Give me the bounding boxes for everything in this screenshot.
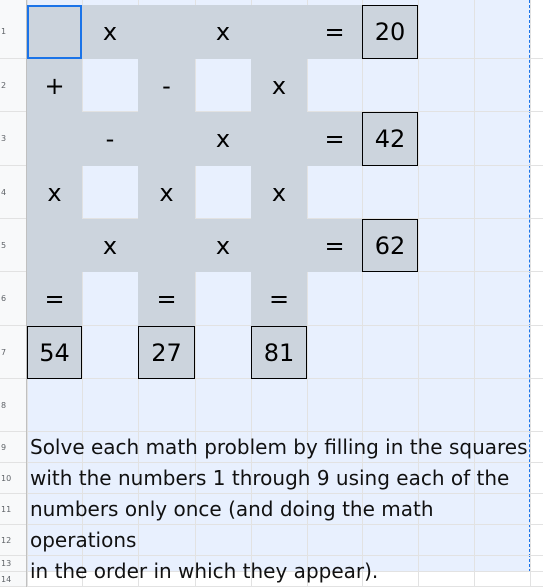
answer-cell[interactable] — [138, 219, 195, 272]
answer-cell[interactable] — [251, 5, 307, 59]
instruction-line: numbers only once (and doing the math operations — [30, 497, 434, 552]
operator-cell[interactable]: = — [307, 219, 362, 272]
result-cell[interactable]: 81 — [251, 326, 307, 379]
result-cell[interactable]: 20 — [362, 5, 418, 59]
operator-cell[interactable]: x — [27, 166, 82, 219]
row-number[interactable]: 3 — [0, 112, 26, 166]
row-number[interactable]: 8 — [0, 379, 26, 432]
row-number[interactable]: 5 — [0, 219, 26, 272]
operator-cell[interactable]: x — [82, 219, 138, 272]
operator-cell[interactable]: x — [251, 166, 307, 219]
answer-cell[interactable] — [138, 112, 195, 166]
operator-cell[interactable]: - — [138, 59, 195, 112]
operator-cell[interactable]: x — [138, 166, 195, 219]
operator-cell[interactable]: x — [195, 219, 251, 272]
operator-cell[interactable]: x — [251, 59, 307, 112]
instruction-line: in the order in which they appear). — [30, 559, 379, 583]
instruction-line: Solve each math problem by filling in the squares — [30, 435, 528, 459]
answer-cell[interactable] — [251, 219, 307, 272]
row-header — [0, 0, 27, 587]
answer-cell[interactable] — [251, 112, 307, 166]
instruction-line: with the numbers 1 through 9 using each of the — [30, 466, 510, 490]
row-number[interactable]: 9 — [0, 432, 26, 463]
operator-cell[interactable]: = — [251, 272, 307, 326]
operator-cell[interactable]: = — [27, 272, 82, 326]
row-number[interactable]: 2 — [0, 59, 26, 112]
row-number[interactable]: 14 — [0, 572, 26, 587]
operator-cell[interactable]: = — [138, 272, 195, 326]
result-cell[interactable]: 54 — [27, 326, 82, 379]
answer-cell[interactable] — [27, 5, 82, 59]
row-number[interactable]: 6 — [0, 272, 26, 326]
row-number[interactable]: 7 — [0, 326, 26, 379]
operator-cell[interactable]: x — [82, 5, 138, 59]
row-number[interactable]: 10 — [0, 463, 26, 494]
result-cell[interactable]: 62 — [362, 219, 418, 272]
operator-cell[interactable]: = — [307, 112, 362, 166]
instructions — [30, 432, 530, 587]
row-number[interactable]: 11 — [0, 494, 26, 525]
operator-cell[interactable]: - — [82, 112, 138, 166]
row-number[interactable]: 4 — [0, 166, 26, 219]
operator-cell[interactable]: + — [27, 59, 82, 112]
row-number[interactable]: 1 — [0, 5, 26, 59]
row-number[interactable]: 13 — [0, 556, 26, 572]
operator-cell[interactable]: x — [195, 5, 251, 59]
result-cell[interactable]: 27 — [138, 326, 195, 379]
answer-cell[interactable] — [27, 112, 82, 166]
operator-cell[interactable]: x — [195, 112, 251, 166]
row-number[interactable]: 12 — [0, 525, 26, 556]
operator-cell[interactable]: = — [307, 5, 362, 59]
result-cell[interactable]: 42 — [362, 112, 418, 166]
answer-cell[interactable] — [27, 219, 82, 272]
answer-cell[interactable] — [138, 5, 195, 59]
